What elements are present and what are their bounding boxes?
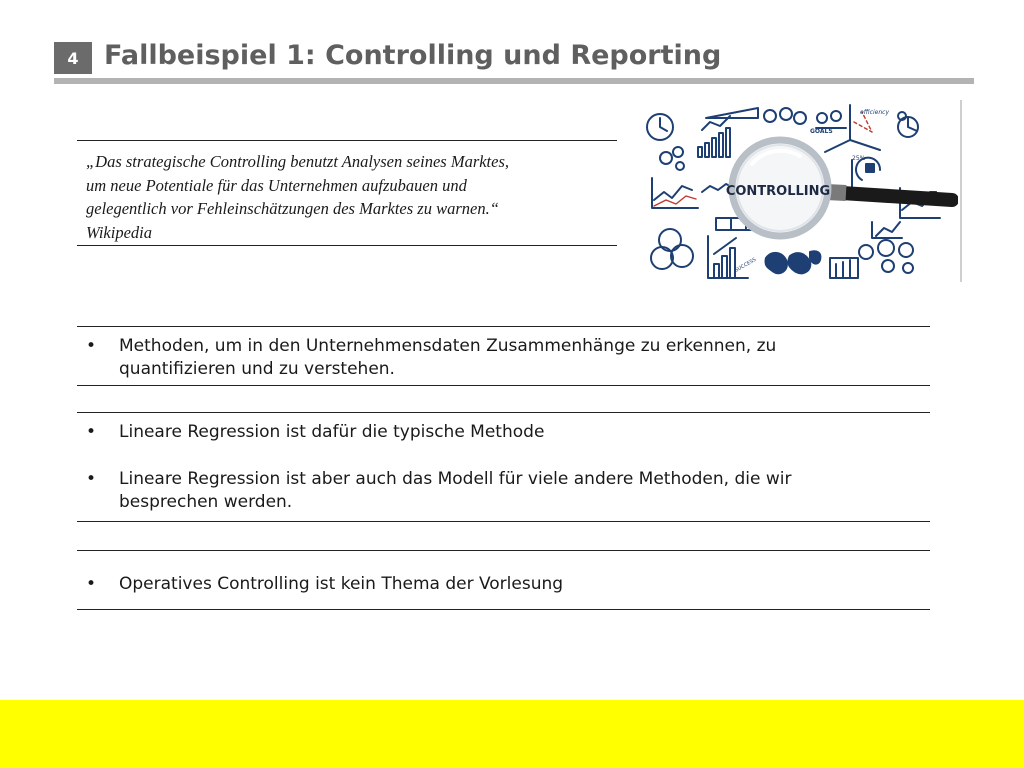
bullet-block-2	[77, 412, 930, 522]
quote-line: um neue Potentiale für das Unternehmen aufzubauen und	[86, 175, 467, 195]
quote-text	[86, 150, 614, 244]
bullet-block-1	[77, 326, 930, 386]
quote-source: Wikipedia	[86, 222, 152, 242]
doodle-label-success: SUCCESS	[734, 256, 758, 274]
footer-band	[0, 700, 1024, 768]
bullet-marker: •	[86, 336, 97, 356]
bullet-line: Methoden, um in den Unternehmensdaten Zusammenhänge zu erkennen, zu	[119, 336, 777, 356]
bar-chart-icon	[698, 128, 730, 157]
face-icon	[764, 110, 776, 122]
bullet-marker: •	[86, 469, 97, 489]
gears-icon	[859, 245, 873, 259]
bullet-line: quantifizieren und zu verstehen.	[119, 359, 395, 379]
bullet-text	[119, 468, 919, 514]
bullet-text	[119, 335, 919, 381]
doodle-label-goals: GOALS	[810, 128, 833, 135]
bullet-text	[119, 573, 919, 596]
bullet-line: besprechen werden.	[119, 492, 293, 512]
gear-icon	[660, 152, 672, 164]
quote-box	[77, 140, 617, 246]
bullet-marker: •	[86, 422, 97, 442]
bullet-line: Lineare Regression ist dafür die typische Methode	[119, 422, 545, 442]
magnifier-label: CONTROLLING	[725, 184, 831, 199]
bullet-text	[119, 421, 919, 444]
title-divider	[54, 78, 974, 84]
controlling-illustration	[640, 100, 962, 282]
bullet-block-3	[77, 550, 930, 610]
quote-line: „Das strategische Controlling benutzt Analysen seines Marktes,	[86, 152, 510, 171]
doodle-label-percent: 25%	[852, 155, 866, 162]
quote-line: gelegentlich vor Fehleinschätzungen des Marktes zu warnen.“	[86, 199, 499, 218]
bullet-line: Lineare Regression ist aber auch das Modell für viele andere Methoden, die wir	[119, 469, 792, 489]
controlling-doodle-image	[640, 100, 958, 282]
doodle-label-efficiency: efficiency	[860, 109, 889, 116]
slide-number-badge: 4	[54, 42, 92, 74]
bullet-line: Operatives Controlling ist kein Thema der Vorlesung	[119, 574, 564, 594]
slide-title: Fallbeispiel 1: Controlling und Reporting	[104, 40, 722, 71]
bullet-marker: •	[86, 574, 97, 594]
world-map-icon	[765, 253, 786, 273]
